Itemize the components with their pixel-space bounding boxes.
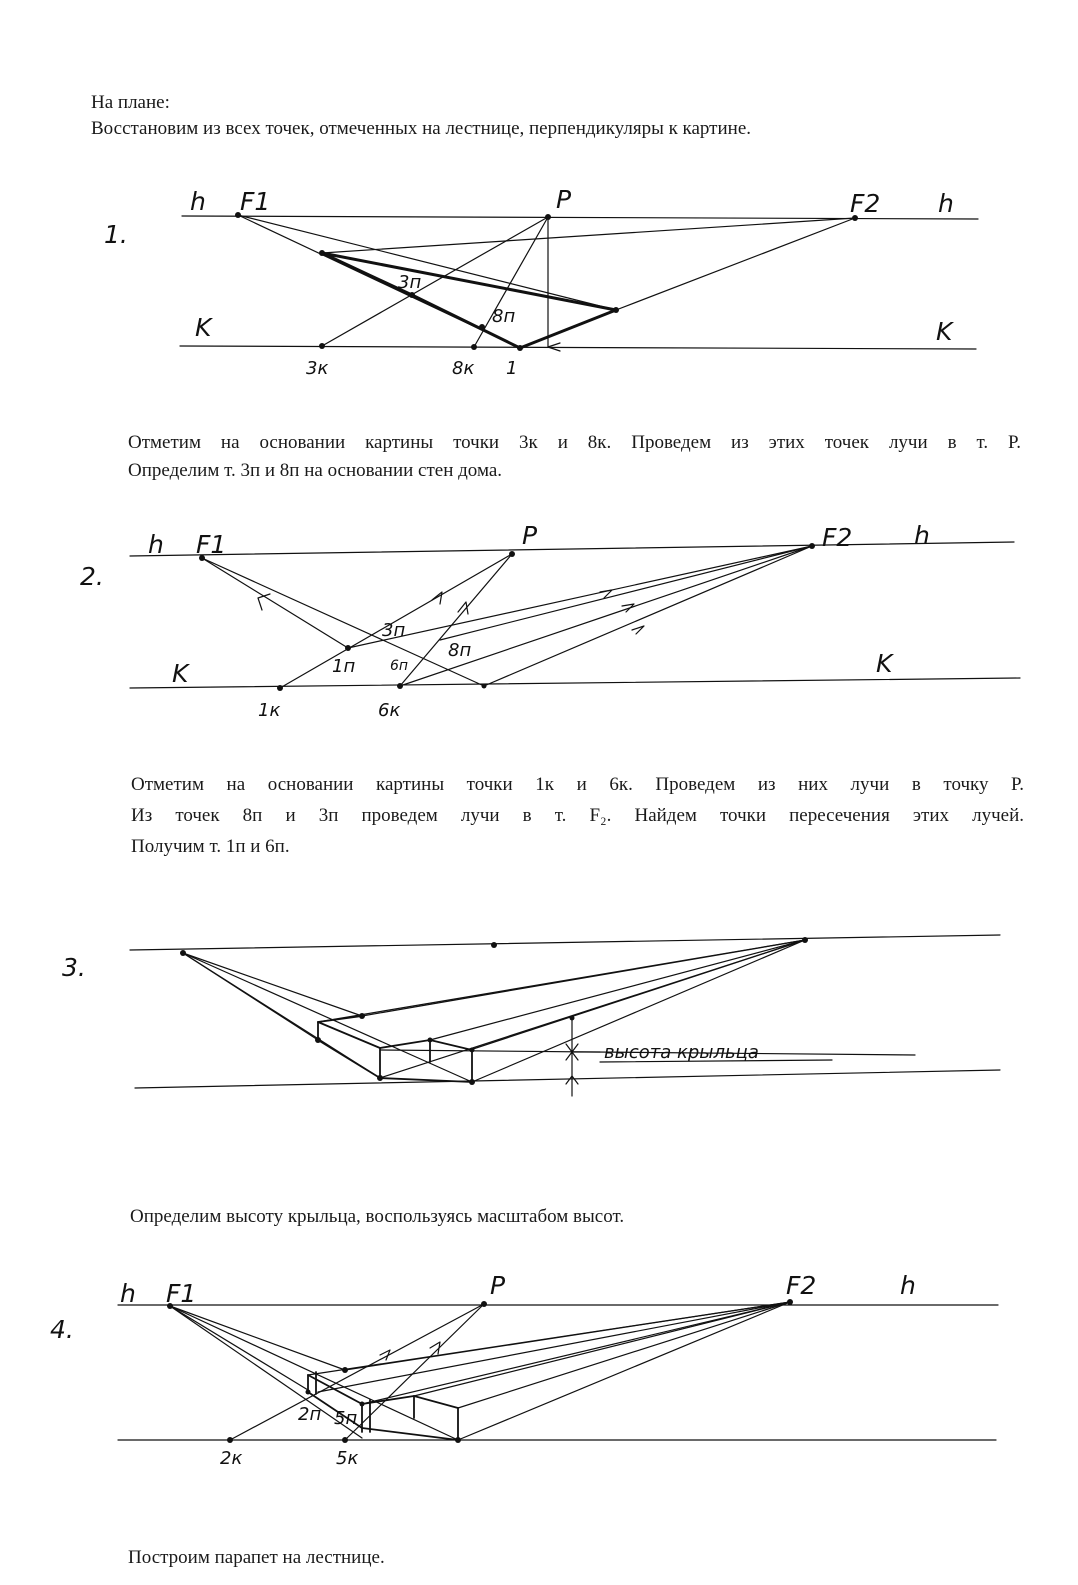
label-8k: 8к xyxy=(452,358,475,379)
label-8p: 8п xyxy=(492,306,516,327)
label-height: высота крыльца xyxy=(604,1042,759,1063)
label-p: P xyxy=(490,1271,506,1300)
point-5p xyxy=(360,1402,365,1407)
label-6k: 6к xyxy=(378,700,401,721)
label-f1: F1 xyxy=(196,530,227,559)
label-f1: F1 xyxy=(166,1279,197,1308)
label-1k: 1к xyxy=(258,700,281,721)
label-f1: F1 xyxy=(240,187,271,216)
point-2p xyxy=(306,1390,311,1395)
label-h-left: h xyxy=(148,530,164,559)
label-2p: 2п xyxy=(298,1404,322,1425)
label-k-right: K xyxy=(876,649,893,678)
intro-text: Восстановим из всех точек, отмеченных на лестнице, перпендикуляры к картине. xyxy=(91,118,752,139)
ray-f2-7 xyxy=(318,1302,790,1392)
ray-f2-5 xyxy=(458,1302,790,1440)
label-k-right: K xyxy=(936,317,953,346)
figure-2-number: 2. xyxy=(80,562,104,591)
caption-4: Построим парапет на лестнице. xyxy=(128,1547,385,1568)
label-h-right: h xyxy=(914,521,930,550)
point-ground xyxy=(455,1437,461,1443)
point-5k xyxy=(342,1437,348,1443)
figure-4-number: 4. xyxy=(50,1315,74,1344)
label-h-left: h xyxy=(190,187,206,216)
point-2k xyxy=(227,1437,233,1443)
label-1: 1 xyxy=(506,358,518,379)
caption-1-line-2: Определим т. 3п и 8п на основании стен дома. xyxy=(128,460,503,481)
caption-3: Определим высоту крыльца, воспользуясь масштабом высот. xyxy=(130,1206,625,1227)
ray-f2-6 xyxy=(458,1302,790,1408)
label-3k: 3к xyxy=(306,358,329,379)
label-h-right: h xyxy=(900,1271,916,1300)
ray-f2-3 xyxy=(362,1302,790,1404)
label-5p: 5п xyxy=(334,1408,358,1429)
figure-1-number: 1. xyxy=(104,220,128,249)
ray-f1-4 xyxy=(170,1306,345,1370)
label-h-left: h xyxy=(120,1279,136,1308)
label-3p: 3п xyxy=(382,620,406,641)
label-f2: F2 xyxy=(786,1271,817,1300)
ray-f1-3 xyxy=(170,1306,308,1390)
caption-2-line-2: Из точек 8п и 3п проведем лучи в т. F₂. Найдем точки пересечения этих лучей. xyxy=(131,805,1024,826)
label-k-left: K xyxy=(172,659,189,688)
ray-f2-2 xyxy=(308,1302,790,1375)
ray-f2-4 xyxy=(414,1302,790,1396)
label-1p: 1п xyxy=(332,656,356,677)
label-f2: F2 xyxy=(822,523,853,552)
label-f2: F2 xyxy=(850,189,881,218)
intro-heading: На плане: xyxy=(91,92,170,113)
caption-1-line-1: Отметим на основании картины точки 3к и 8к. Проведем из этих точек лучи в т. Р. xyxy=(128,432,1021,453)
label-k-left: K xyxy=(195,313,212,342)
label-8p: 8п xyxy=(448,640,472,661)
caption-2-line-1: Отметим на основании картины точки 1к и 6к. Проведем из них лучи в точку Р. xyxy=(131,774,1024,795)
step-front-edge xyxy=(308,1375,458,1440)
step-top-3 xyxy=(414,1396,458,1408)
label-2k: 2к xyxy=(220,1448,243,1469)
label-p: P xyxy=(556,185,572,214)
figure-3-number: 3. xyxy=(62,953,86,982)
label-p: P xyxy=(522,521,538,550)
point-p xyxy=(481,1301,487,1307)
point-top xyxy=(342,1367,348,1373)
label-3p: 3п xyxy=(398,272,422,293)
label-h-right: h xyxy=(938,189,954,218)
caption-2-line-3: Получим т. 1п и 6п. xyxy=(131,836,290,857)
label-5k: 5к xyxy=(336,1448,359,1469)
label-6p: 6п xyxy=(390,658,409,674)
